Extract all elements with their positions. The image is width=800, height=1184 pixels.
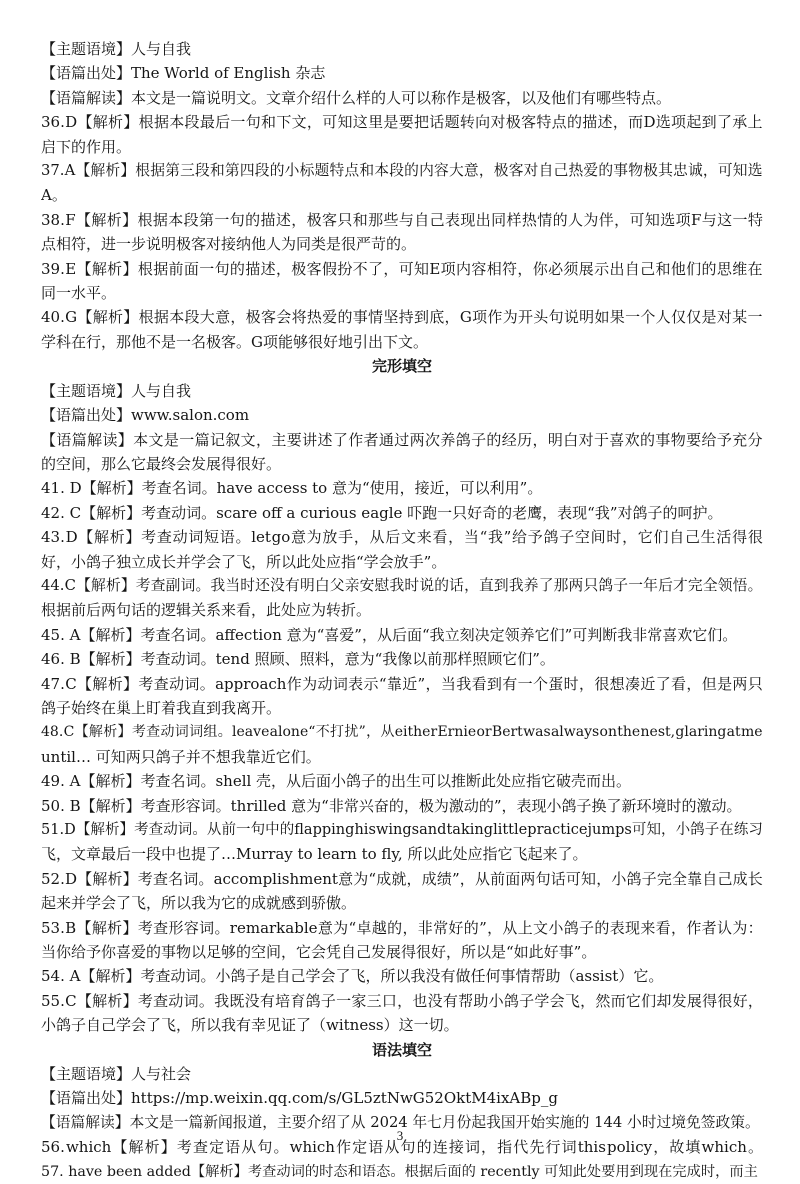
text-line: 【语篇出处】www.salon.com — [41, 406, 250, 425]
text-line: until… 可知两只鸽子并不想我靠近它们。 — [41, 747, 321, 766]
text-line: 【语篇解读】本文是一篇新闻报道，主要介绍了从 2024 年七月份起我国开始实施的 144 小时过境免签政策。 — [41, 1113, 760, 1131]
text-line: 点相符，进一步说明极客对接纳他人为同类是很严苛的。 — [41, 235, 417, 254]
text-line: 41. D【解析】考查名词。have access to 意为“使用，接近，可以利用”。 — [41, 479, 543, 498]
text-line: 55. C 【 解 析 】 考 查 动 词 。 我 既 没 有 培 育 鸽 子 一 家 三 口 ， 也 没 有 帮 助 小 鸽 子 学 会 飞 ， 然 而 它 们 却 发 展 得 很 好 ， — [41, 991, 763, 1010]
text-line: 53. B 【 解 析 】 考 查 形 容 词 。 remarkable 意 为 “ 卓 越 的 ， 非 常 好 的 ” ， 从 上 文 小 鸽 子 的 表 现 来 看 ， 作 者 认 为 ： — [41, 918, 763, 937]
text-line: 51. D 【 解 析 】 考 查 动 词 。 从 前 一 句 中 的 flapping his wings and taking little practice jumps 可 知 ， 小 鸽 子 在 练 习 — [41, 822, 763, 838]
text-line: 36. D 【 解 析 】 根 据 本 段 最 后 一 句 和 下 文 ， 可 知 这 里 是 要 把 话 题 转 向 对 极 客 特 点 的 描 述 ， 而 D 选 项 起 到 了 承 上 — [41, 113, 763, 132]
text-line: 52. D 【 解 析 】 考 查 名 词 。 accomplishment 意 为 “ 成 就 ， 成 绩 ” ， 从 前 面 两 句 话 可 知 ， 小 鸽 子 完 全 靠 自 己 成 长 — [41, 869, 763, 888]
document-body — [41, 37, 763, 1184]
text-line: 57. have been added【解析】考查动词的时态和语态。根据后面的 recently 可知此处要用到现在完成时，而主 — [41, 1163, 758, 1180]
text-line: 56. which 【 解 析 】 考 查 定 语 从 句 。 which 作 定 语 从 句 的 连 接 词 ， 指 代 先 行 词 this policy ， 故 填 which 。 — [41, 1138, 763, 1157]
text-line: 【主题语境】人与自我 — [41, 381, 192, 400]
text-line: 【主题语境】人与自我 — [41, 40, 192, 58]
text-line: 48. C 【 解 析 】 考 查 动 词 词 组 。 leave alone“ 不 打 扰 ” ， 从 either Ernie or Bert was always on the nest, glaring at me — [41, 724, 763, 741]
text-line: 小鸽子自己学会了飞，所以我有幸见证了（witness）这一切。 — [41, 1016, 459, 1035]
text-line: 【语篇解读】本文是一篇说明文。文章介绍什么样的人可以称作是极客，以及他们有哪些特点。 — [41, 88, 672, 107]
text-line: 学科在行，那他不是一名极客。G项能够很好地引出下文。 — [41, 332, 428, 351]
text-line: 49. A【解析】考查名词。shell 壳，从后面小鸽子的出生可以推断此处应指它破壳而出。 — [41, 772, 632, 791]
page-number: 3 — [396, 1128, 404, 1143]
text-line: 的空间，那么它最终会发展得很好。 — [41, 454, 282, 473]
section-heading-grammar: 语法填空 — [371, 1040, 432, 1059]
text-line: 好，小鸽子独立成长并学会了飞，所以此处应指“学会放手”。 — [41, 552, 447, 571]
text-line: 根据前后两句话的逻辑关系来看，此处应为转折。 — [41, 601, 372, 620]
text-line: 鸽子始终在巢上盯着我直到我离开。 — [41, 698, 282, 717]
text-line: 同一水平。 — [41, 284, 117, 303]
text-line: 起来并学会了飞，所以我为它的成就感到骄傲。 — [41, 894, 357, 913]
text-line: 【语篇出处】https://mp.weixin.qq.com/s/GL5ztNwG52OktM4ixABp_g — [41, 1089, 558, 1108]
text-line: 【 语 篇 解 读 】 本 文 是 一 篇 记 叙 文 ， 主 要 讲 述 了 作 者 通 过 两 次 养 鸽 子 的 经 历 ， 明 白 对 于 喜 欢 的 事 物 要 给 予 充 分 — [41, 430, 763, 449]
text-line: 40. G 【 解 析 】 根 据 本 段 大 意 ， 极 客 会 将 热 爱 的 事 情 坚 持 到 底 ， G 项 作 为 开 头 句 说 明 如 果 一 个 人 仅 仅 是 对 某 一 — [41, 308, 763, 327]
text-line: 【语篇出处】The World of English 杂志 — [41, 64, 326, 83]
section-heading-cloze: 完形填空 — [371, 357, 432, 376]
text-line: 37. A 【 解 析 】 根 据 第 三 段 和 第 四 段 的 小 标 题 特 点 和 本 段 的 内 容 大 意 ， 极 客 对 自 己 热 爱 的 事 物 极 其 忠 诚 ， 可 知 选 — [41, 162, 763, 180]
text-line: 46. B【解析】考查动词。tend 照顾、照料，意为“我像以前那样照顾它们”。 — [41, 650, 555, 669]
text-line: 44. C 【 解 析 】 考 查 副 词 。 我 当 时 还 没 有 明 白 父 亲 安 慰 我 时 说 的 话 ， 直 到 我 养 了 那 两 只 鸽 子 一 年 后 才 完 全 领 悟 。 — [41, 576, 763, 594]
text-line: 【主题语境】人与社会 — [41, 1065, 192, 1084]
text-line: A。 — [41, 186, 67, 205]
text-line: 飞，文章最后一段中也提了…Murray to learn to fly, 所以此处应指它飞起来了。 — [41, 845, 588, 864]
text-line: 47. C 【 解 析 】 考 查 动 词 。 approach 作 为 动 词 表 示 “ 靠 近 ” ， 当 我 看 到 有 一 个 蛋 时 ， 很 想 凑 近 了 看 ， 但 是 两 只 — [41, 674, 763, 693]
text-line: 54. A【解析】考查动词。小鸽子是自己学会了飞，所以我没有做任何事情帮助（assist）它。 — [41, 967, 664, 986]
text-line: 50. B【解析】考查形容词。thrilled 意为“非常兴奋的，极为激动的”，表现小鸽子换了新环境时的激动。 — [41, 796, 742, 815]
text-line: 39. E 【 解 析 】 根 据 前 面 一 句 的 描 述 ， 极 客 假 扮 不 了 ， 可 知 E 项 内 容 相 符 ， 你 必 须 展 示 出 自 己 和 他 们 的 思 维 在 — [41, 259, 763, 278]
text-line: 启下的作用。 — [41, 137, 132, 156]
text-line: 38. F 【 解 析 】 根 据 本 段 第 一 句 的 描 述 ， 极 客 只 和 那 些 与 自 己 表 现 出 同 样 热 情 的 人 为 伴 ， 可 知 选 项 F 与 这 一 特 — [41, 210, 763, 229]
text-line: 当你给予你喜爱的事物以足够的空间，它会凭自己发展得很好，所以是“如此好事”。 — [41, 943, 597, 962]
text-line: 45. A【解析】考查名词。affection 意为“喜爱”，从后面“我立刻决定领养它们”可判断我非常喜欢它们。 — [41, 625, 738, 644]
text-line: 43. D 【 解 析 】 考 查 动 词 短 语 。 let go 意 为 放 手 ， 从 后 文 来 看 ， 当 “ 我 ” 给 予 鸽 子 空 间 时 ， 它 们 自 己 生 活 得 很 — [41, 528, 763, 547]
text-line: 42. C【解析】考查动词。scare off a curious eagle 吓跑一只好奇的老鹰，表现“我”对鸽子的呵护。 — [41, 503, 723, 522]
